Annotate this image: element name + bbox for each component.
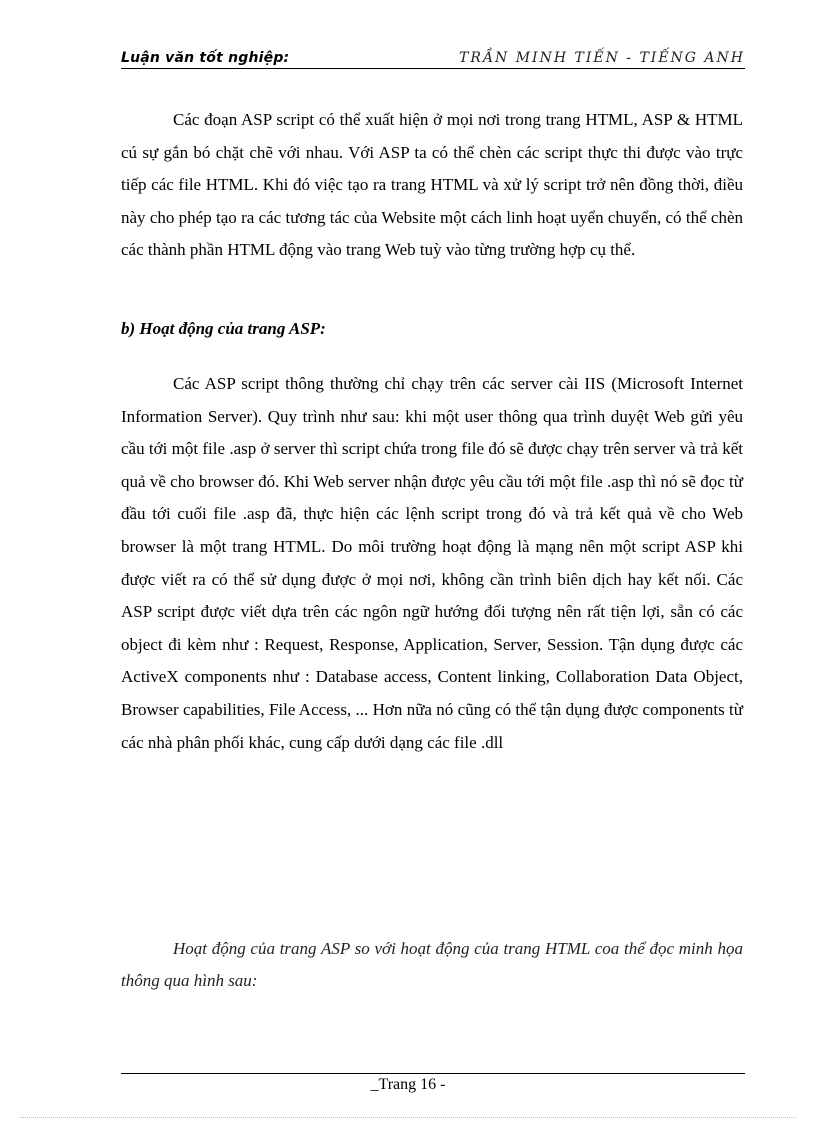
page-number: _Trang 16 - bbox=[370, 1076, 446, 1093]
figure-caption-paragraph: Hoạt động của trang ASP so với hoạt động của trang HTML coa thể đọc minh họa thông qua hình sau: bbox=[121, 939, 743, 990]
page-bottom-border bbox=[20, 1117, 796, 1118]
section-heading: b) Hoạt động của trang ASP: bbox=[121, 319, 326, 338]
header-divider bbox=[121, 68, 745, 69]
footer-divider bbox=[121, 1073, 745, 1074]
header-author: TRẦN MINH TIẾN - TIẾNG ANH bbox=[459, 50, 745, 66]
operation-paragraph: Các ASP script thông thường chỉ chạy trên các server cài IIS (Microsoft Internet Information Server). Quy trình như sau: khi một user thông qua trình duyệt Web gửi yêu cầu tới một file .asp ở server thì script chứa trong file đó sẽ được chạy trên server và trả kết quả về cho browser đó. Khi Web server nhận được yêu cầu tới một file .asp thì nó sẽ đọc từ đầu tới cuối file .asp đã, thực hiện các lệnh script trong đó và trả kết quả về cho Web browser là một trang HTML. Do môi trường hoạt động là mạng nên một script ASP khi được viết ra có thể sử dụng được ở mọi nơi, không cần trình biên dịch hay kết nối. Các ASP script được viết dựa trên các ngôn ngữ hướng đối tượng nên rất tiện lợi, sẵn có các object đi kèm như : Request, Response, Application, Server, Session. Tận dụng được các ActiveX components như : Database access, Content linking, Collaboration Data Object, Browser capabilities, File Access, ... Hơn nữa nó cũng có thể tận dụng được components từ các nhà phân phối khác, cung cấp dưới dạng các file .dll bbox=[121, 374, 743, 752]
intro-paragraph: Các đoạn ASP script có thể xuất hiện ở mọi nơi trong trang HTML, ASP & HTML cú sự gắn bó chặt chẽ với nhau. Với ASP ta có thể chèn các script thực thi được vào trực tiếp các file HTML. Khi đó việc tạo ra trang HTML và xử lý script trở nên đồng thời, điều này cho phép tạo ra các tương tác của Website một cách linh hoạt uyển chuyển, có thể chèn các thành phần HTML động vào trang Web tuỳ vào từng trường hợp cụ thể. bbox=[121, 110, 743, 260]
header-thesis-label: Luận văn tốt nghiệp: bbox=[121, 50, 290, 66]
